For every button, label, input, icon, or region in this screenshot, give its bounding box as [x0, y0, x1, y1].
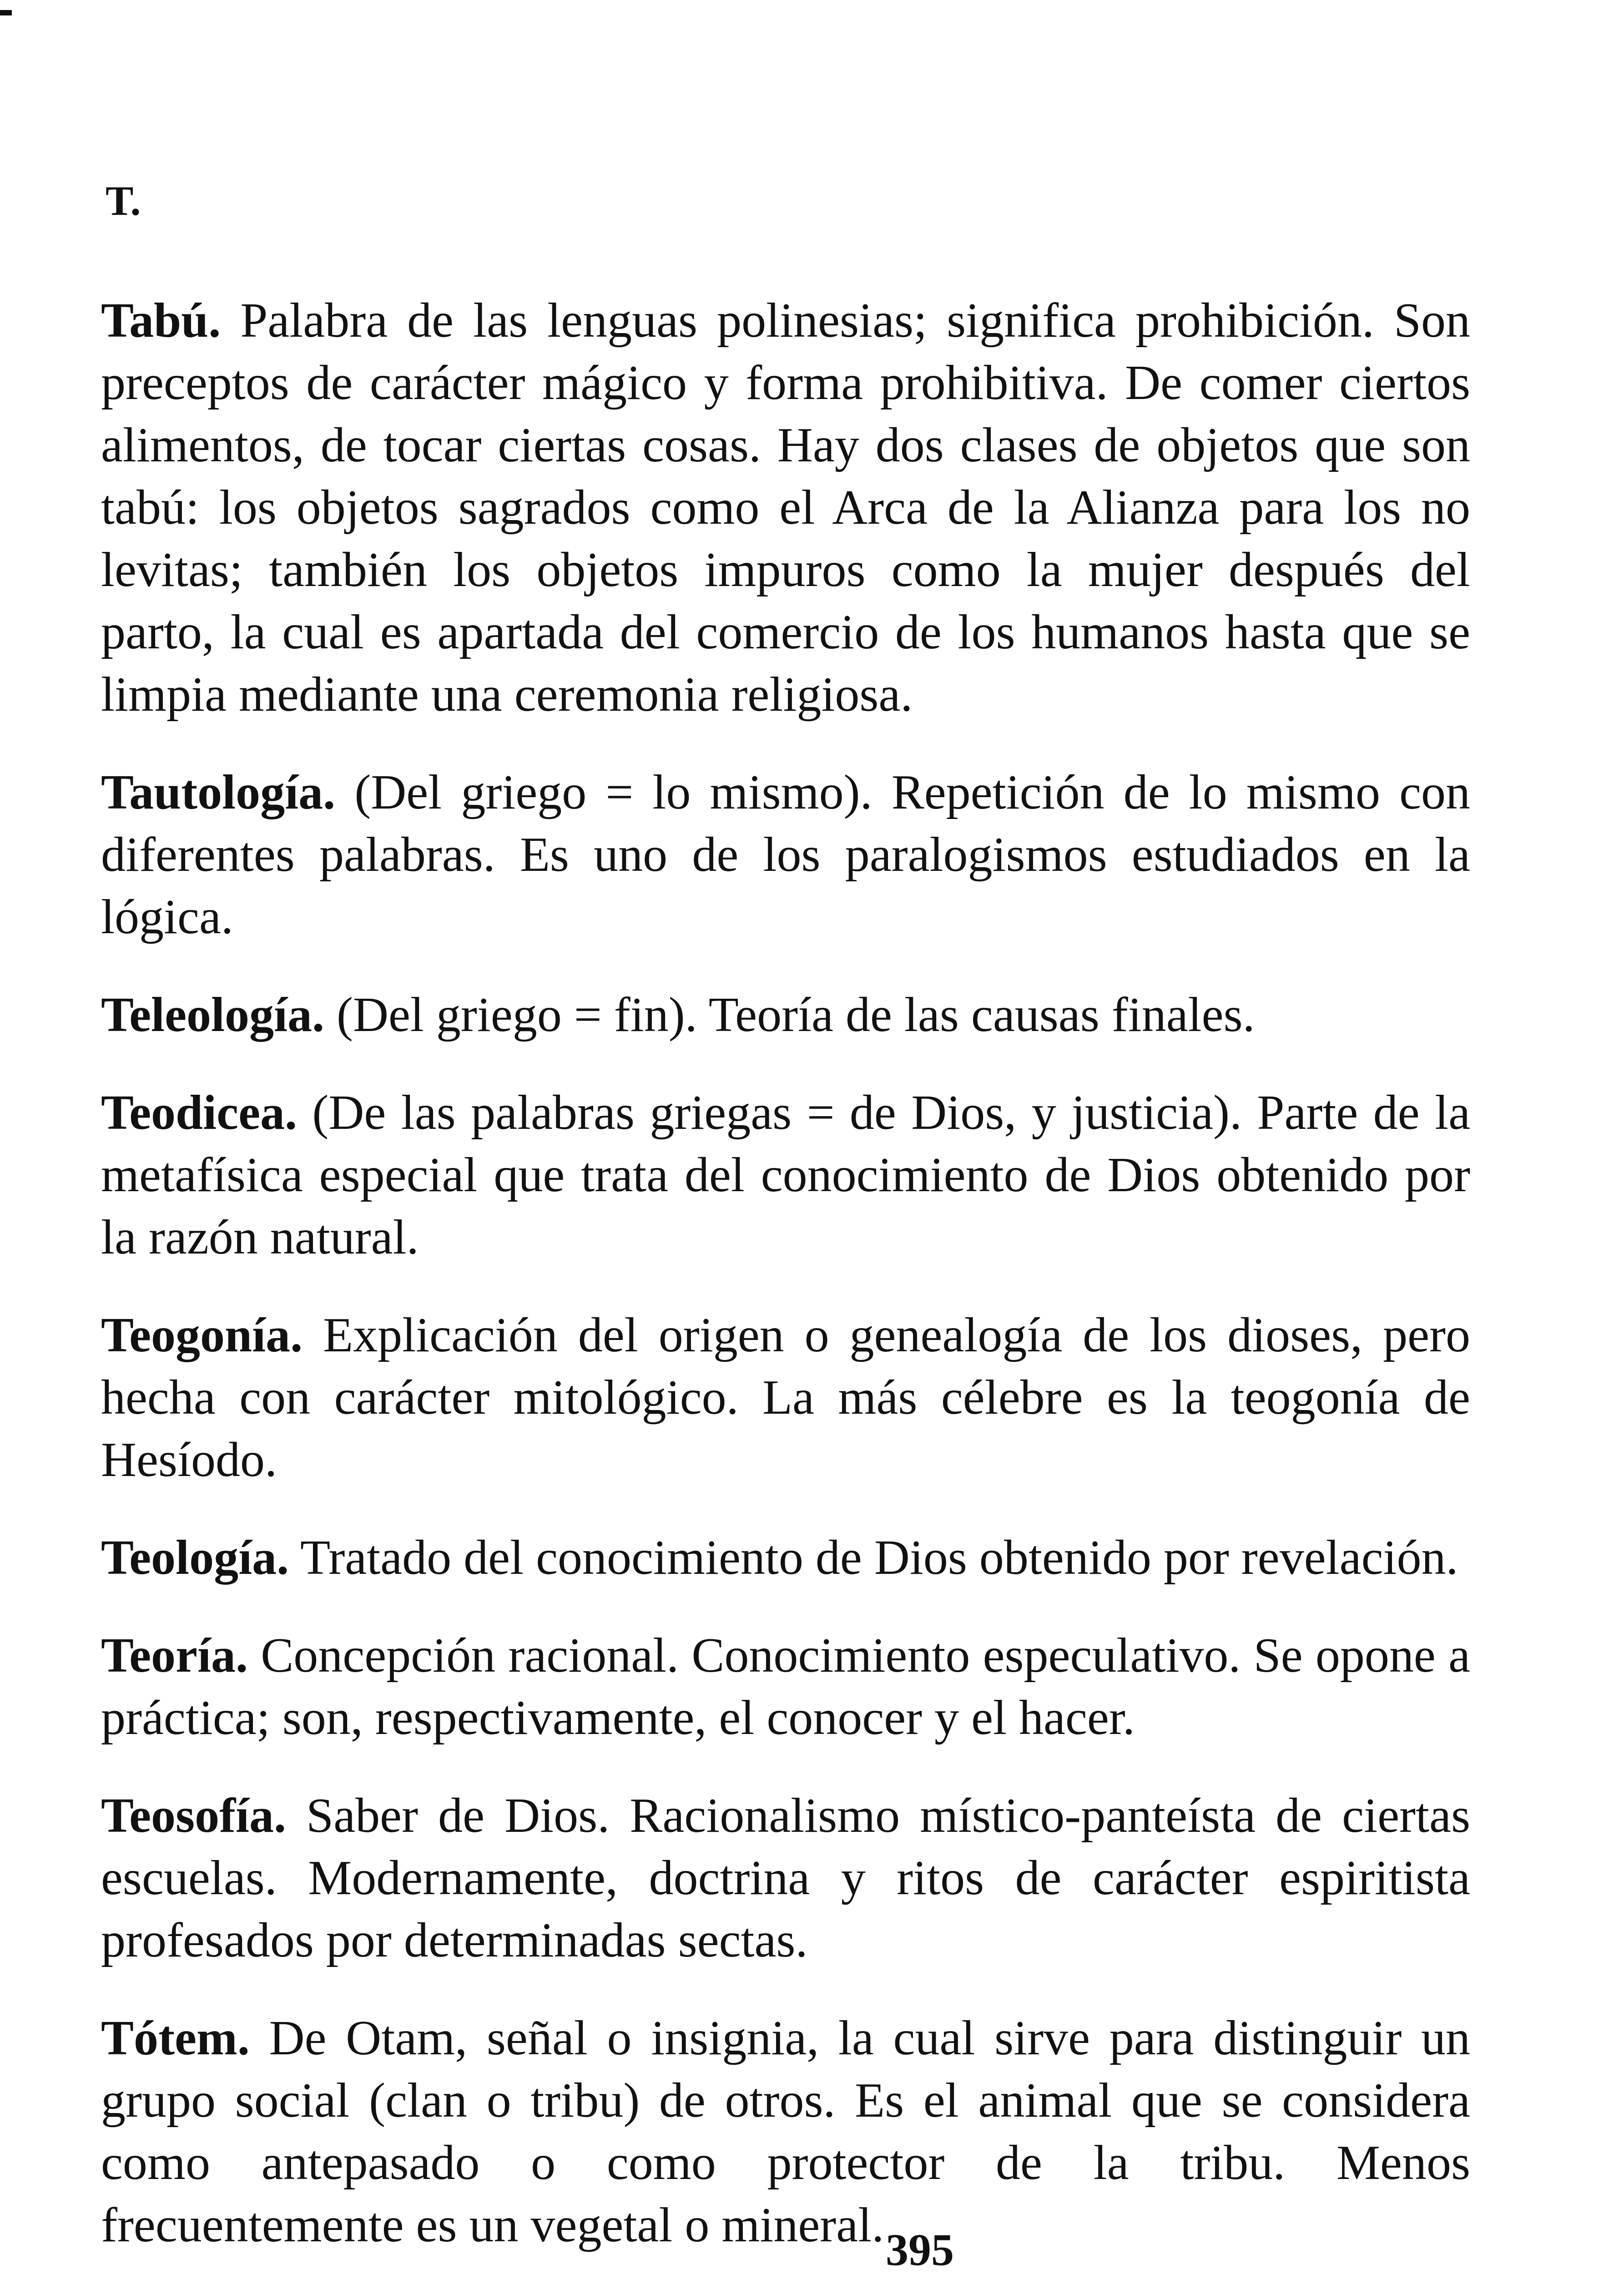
entry-teosofia	[101, 1785, 1470, 1972]
entry-tabu	[101, 289, 1470, 726]
entry-definition: Explicación del origen o genealogía de los dioses, pero hecha con carácter mitológico. La más célebre es la teogonía de Hesíodo.	[101, 1308, 1470, 1487]
entry-totem	[101, 2007, 1470, 2256]
entry-tautologia	[101, 761, 1470, 948]
entry-teoria	[101, 1624, 1470, 1749]
entry-term: Teleología.	[101, 988, 325, 1042]
entry-definition: (Del griego = lo mismo). Repetición de lo mismo con diferentes palabras. Es uno de los paralogismos estudiados en la lógica.	[101, 765, 1471, 944]
entry-term: Tabú.	[101, 293, 221, 348]
entry-teodicea	[101, 1082, 1470, 1269]
entry-definition: (De las palabras griegas = de Dios, y justicia). Parte de la metafísica especial que trata del conocimiento de Dios obtenido por la razón natural.	[101, 1086, 1471, 1264]
entry-definition: Tratado del conocimiento de Dios obtenido por revelación.	[300, 1531, 1458, 1585]
glossary-entries	[101, 289, 1470, 2275]
entry-definition: Concepción racional. Conocimiento especulativo. Se opone a práctica; son, respectivamente, el conocer y el hacer.	[101, 1628, 1470, 1745]
entry-teologia	[101, 1527, 1470, 1589]
entry-definition: Saber de Dios. Racionalismo místico-panteísta de ciertas escuelas. Modernamente, doctrina y ritos de carácter espiritista profesados por determinadas sectas.	[101, 1789, 1470, 1967]
entry-term: Teoría.	[101, 1628, 248, 1683]
entry-teogonia	[101, 1304, 1470, 1491]
entry-term: Teología.	[101, 1531, 289, 1585]
entry-term: Tautología.	[101, 765, 336, 819]
entry-term: Tótem.	[101, 2011, 250, 2065]
entry-definition: (Del griego = fin). Teoría de las causas finales.	[337, 988, 1255, 1042]
entry-definition: Palabra de las lenguas polinesias; significa prohibición. Son preceptos de carácter mágico y forma prohibitiva. De comer ciertos alimentos, de tocar ciertas cosas. Hay dos clases de objetos que son tabú: los objetos sagrados como el Arca de la Alianza para los no levitas; también los objetos impuros como la mujer después del parto, la cual es apartada del comercio de los humanos hasta que se limpia mediante una ceremonia religiosa.	[101, 293, 1471, 722]
scan-artifact-mark	[0, 10, 12, 15]
entry-definition: De Otam, señal o insignia, la cual sirve para distinguir un grupo social (clan o tribu) de otros. Es el animal que se considera como antepasado o como protector de la tribu. Menos frecuentemente es un vegetal o mineral.	[101, 2011, 1470, 2252]
entry-term: Teodicea.	[101, 1086, 297, 1140]
section-letter-heading: T.	[106, 177, 141, 224]
book-page	[101, 0, 1475, 2275]
entry-term: Teogonía.	[101, 1308, 303, 1362]
entry-teleologia	[101, 984, 1470, 1046]
page-number: 395	[886, 2224, 954, 2275]
entry-term: Teosofía.	[101, 1789, 287, 1843]
